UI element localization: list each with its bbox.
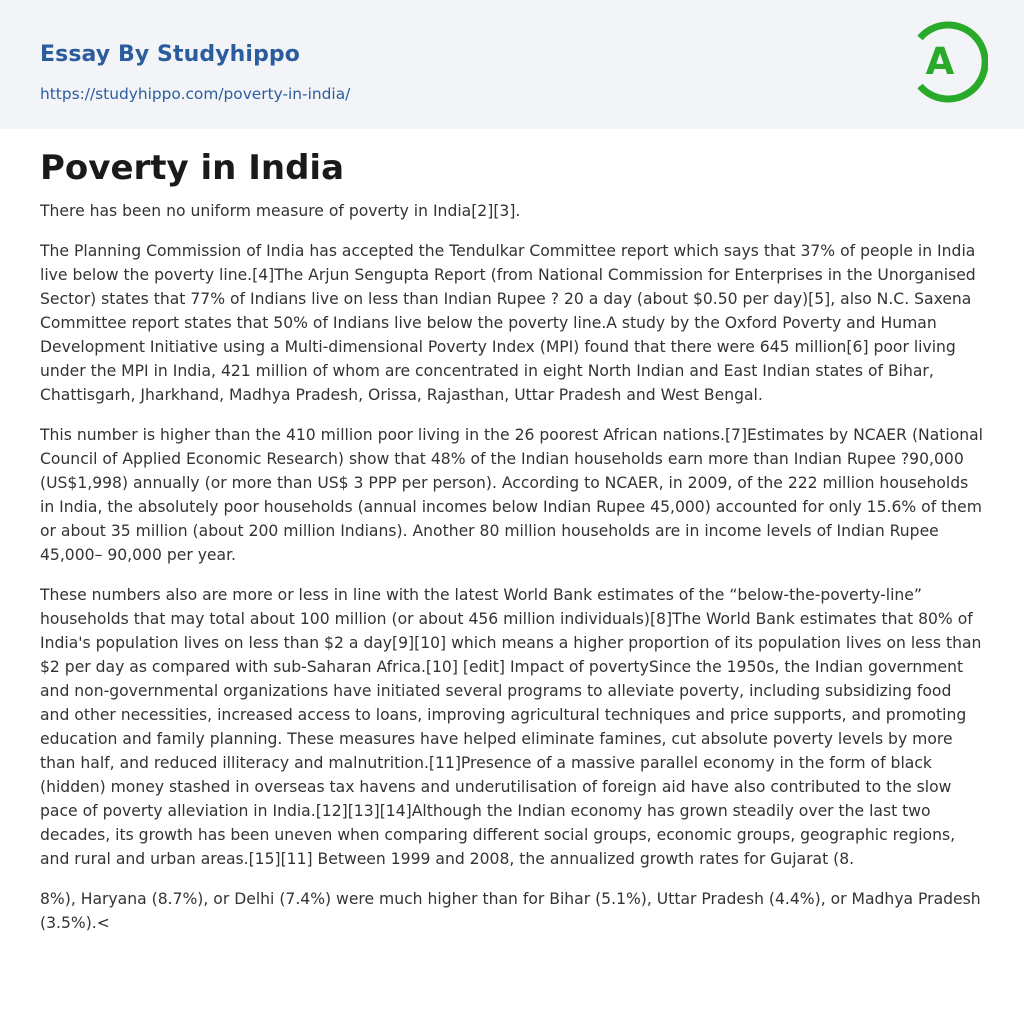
article-paragraph: This number is higher than the 410 million poor living in the 26 poorest African nations.[7]Estimates by NCAER (National Council of Applied Economic Research) show that 48% of the Indian households earn more than Indian Rupee ?90,000 (US$1,998) annually (or more than US$ 3 PPP per person). According to NCAER, in 2009, of the 222 million households in India, the absolutely poor households (annual incomes below Indian Rupee 45,000) accounted for only 15.6% of them or about 35 million (about 200 million Indians). Another 80 million households are in income levels of Indian Rupee 45,000– 90,000 per year. [40, 426, 984, 564]
article-paragraph: The Planning Commission of India has accepted the Tendulkar Committee report which says that 37% of people in India live below the poverty line.[4]The Arjun Sengupta Report (from National Commission for Enterprises in the Unorganised Sector) states that 77% of Indians live on less than Indian Rupee ? 20 a day (about $0.50 per day)[5], also N.C. Saxena Committee report states that 50% of Indians live below the poverty line.A study by the Oxford Poverty and Human Development Initiative using a Multi-dimensional Poverty Index (MPI) found that there were 645 million[6] poor living under the MPI in India, 421 million of whom are concentrated in eight North Indian and East Indian states of Bihar, Chattisgarh, Jharkhand, Madhya Pradesh, Orissa, Rajasthan, Uttar Pradesh and West Bengal. [40, 242, 976, 404]
article-url-link[interactable]: https://studyhippo.com/poverty-in-india/ [40, 85, 351, 103]
logo-letter: A [925, 40, 955, 83]
article-paragraph: There has been no uniform measure of poverty in India[2][3]. [40, 202, 521, 220]
site-brand[interactable]: Essay By Studyhippo [40, 42, 300, 67]
site-header [0, 0, 1024, 129]
article-title: Poverty in India [40, 148, 345, 188]
studyhippo-logo-icon[interactable] [910, 18, 988, 106]
article-paragraph: These numbers also are more or less in line with the latest World Bank estimates of the “below-the-poverty-line” households that may total about 100 million (or about 456 million individuals)[8]The World Bank estimates that 80% of India's population lives on less than $2 a day[9][10] which means a higher proportion of its population lives on less than $2 per day as compared with sub-Saharan Africa.[10] [edit] Impact of povertySince the 1950s, the Indian government and non-governmental organizations have initiated several programs to alleviate poverty, including subsidizing food and other necessities, increased access to loans, improving agricultural techniques and price supports, and promoting education and family planning. These measures have helped eliminate famines, cut absolute poverty levels by more than half, and reduced illiteracy and malnutrition.[11]Presence of a massive parallel economy in the form of black (hidden) money stashed in overseas tax havens and underutilisation of foreign aid have also contributed to the slow pace of poverty alleviation in India.[12][13][14]Although the Indian economy has grown steadily over the last two decades, its growth has been uneven when comparing different social groups, economic groups, geographic regions, and rural and urban areas.[15][11] Between 1999 and 2008, the annualized growth rates for Gujarat (8. [40, 586, 982, 868]
article-paragraph: 8%), Haryana (8.7%), or Delhi (7.4%) were much higher than for Bihar (5.1%), Uttar Pradesh (4.4%), or Madhya Pradesh (3.5%).< [40, 890, 981, 932]
article [40, 146, 985, 951]
